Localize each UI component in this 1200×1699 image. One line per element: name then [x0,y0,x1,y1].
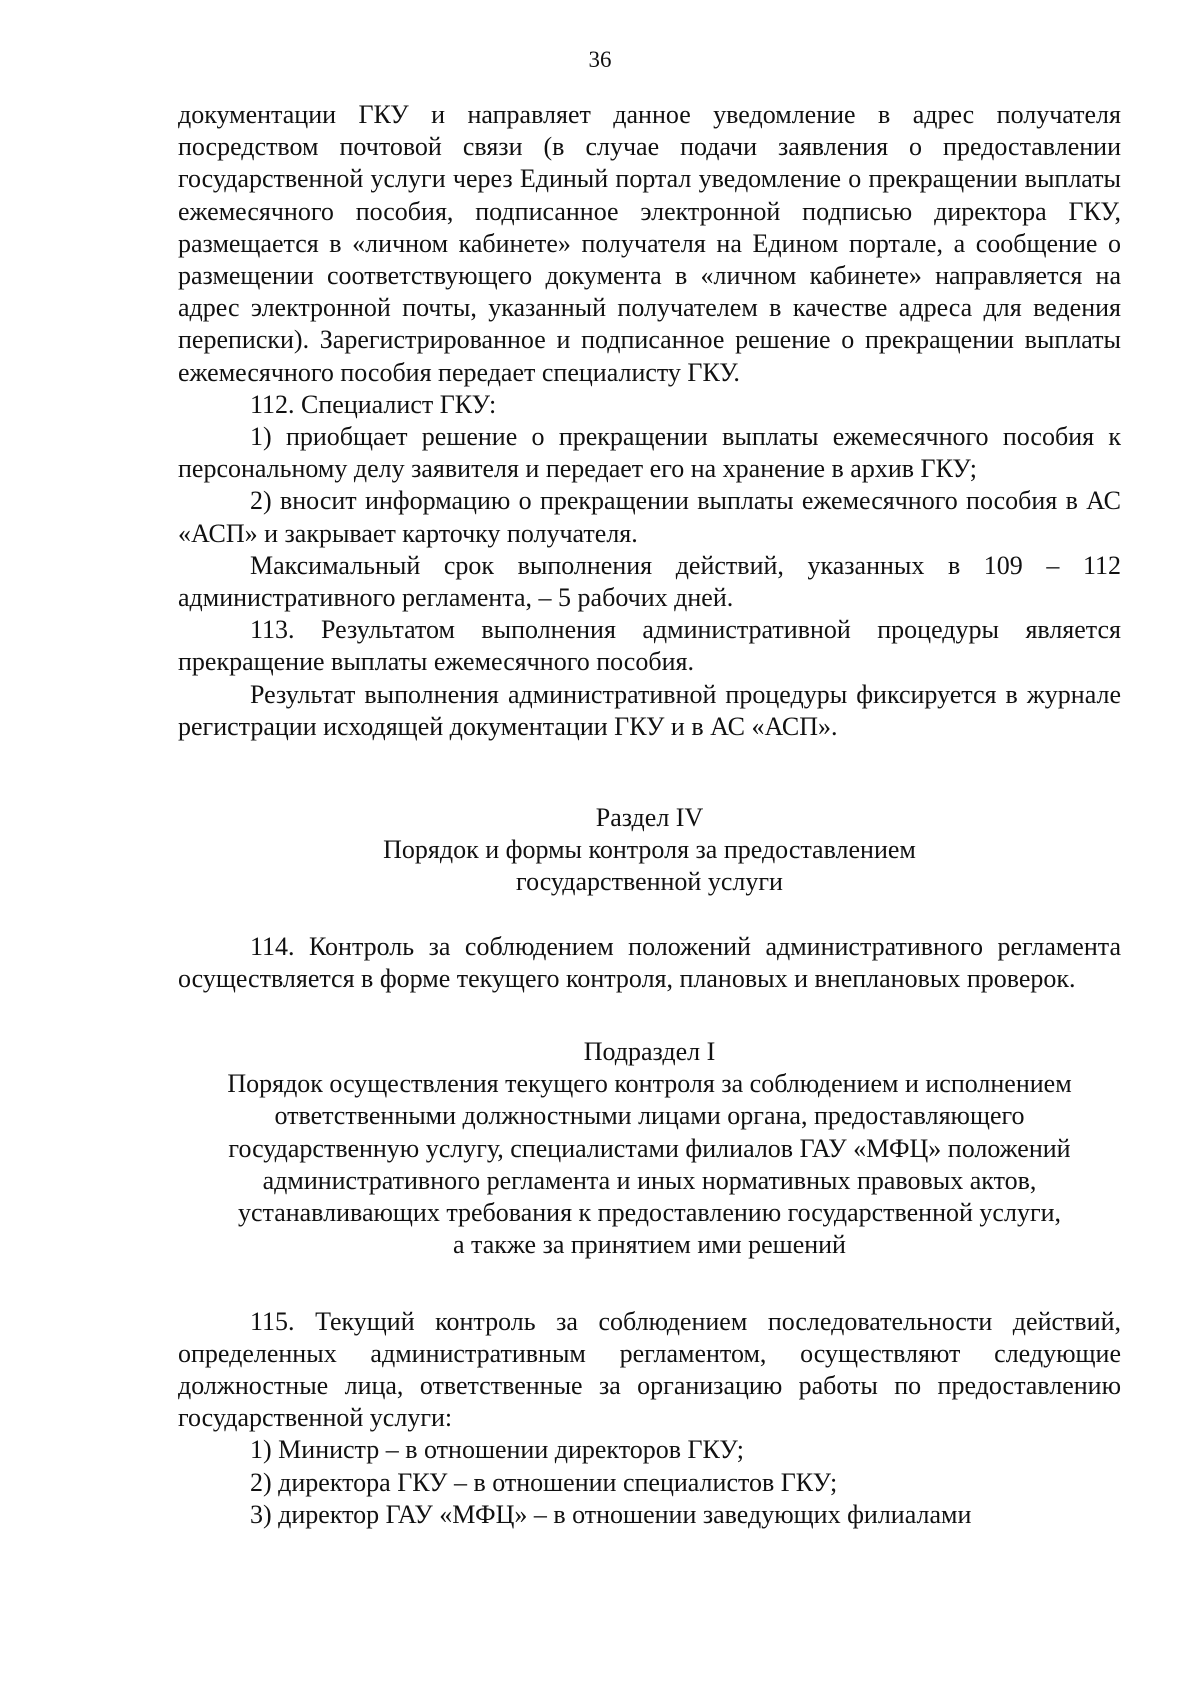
paragraph-notification: документации ГКУ и направляет данное уведомление в адрес получателя посредством почтовой связи (в случае подачи заявления о предоставлении государственной услуги через Единый портал уведомление о прекращении выплаты ежемесячного пособия, подписанное электронной подписью директора ГКУ, размещается в «личном кабинете» получателя на Едином портале, а сообщение о размещении соответствующего документа в «личном кабинете» направляется на адрес электронной почты, указанный получателем в качестве адреса для ведения переписки). Зарегистрированное и подписанное решение о прекращении выплаты ежемесячного пособия передает специалисту ГКУ. [178,100,1121,387]
paragraph-115-item-2: 2) директора ГКУ – в отношении специалистов ГКУ; [250,1467,838,1497]
page-number: 36 [588,47,612,72]
subsection-title-line-1: Порядок осуществления текущего контроля за соблюдением и исполнением [227,1069,1072,1099]
section-label: Раздел IV [595,803,704,833]
subsection-title-line-3: государственную услугу, специалистами филиалов ГАУ «МФЦ» положений [228,1133,1071,1163]
subsection-title-line-6: а также за принятием ими решений [453,1230,846,1260]
paragraph-114: 114. Контроль за соблюдением положений административного регламента осуществляется в форме текущего контроля, плановых и внеплановых проверок. [178,931,1121,993]
spacer [178,743,1121,802]
paragraph-115-item-3: 3) директор ГАУ «МФЦ» – в отношении заведующих филиалами [250,1499,972,1529]
document-body [178,99,1121,1531]
spacer [178,995,1121,1036]
paragraph-112-item-1: 1) приобщает решение о прекращении выплаты ежемесячного пособия к персональному делу заявителя и передает его на хранение в архив ГКУ; [178,422,1121,484]
spacer [178,899,1121,931]
paragraph-115-item-1: 1) Министр – в отношении директоров ГКУ; [250,1435,745,1465]
subsection-title-line-4: административного регламента и иных нормативных правовых актов, [262,1165,1037,1195]
paragraph-112: 112. Специалист ГКУ: [250,389,497,419]
paragraph-max-term: Максимальный срок выполнения действий, указанных в 109 – 112 административного регламента, – 5 рабочих дней. [178,550,1121,613]
paragraph-112-item-2: 2) вносит информацию о прекращении выплаты ежемесячного пособия в АС «АСП» и закрывает карточку получателя. [178,486,1121,548]
paragraph-113: 113. Результатом выполнения административной процедуры является прекращение выплаты ежемесячного пособия. [178,615,1121,677]
section-title-line-2: государственной услуги [516,867,783,897]
section-title-line-1: Порядок и формы контроля за предоставлением [383,835,916,865]
subsection-label: Подраздел I [583,1037,716,1067]
paragraph-result: Результат выполнения административной процедуры фиксируется в журнале регистрации исходящей документации ГКУ и в АС «АСП». [178,679,1121,741]
subsection-title-line-5: устанавливающих требования к предоставлению государственной услуги, [237,1198,1062,1228]
spacer [178,1262,1121,1306]
paragraph-115: 115. Текущий контроль за соблюдением последовательности действий, определенных административным регламентом, осуществляют следующие должностные лица, ответственные за организацию работы по предоставлению государственной услуги: [178,1306,1121,1433]
subsection-title-line-2: ответственными должностными лицами органа, предоставляющего [274,1101,1025,1131]
